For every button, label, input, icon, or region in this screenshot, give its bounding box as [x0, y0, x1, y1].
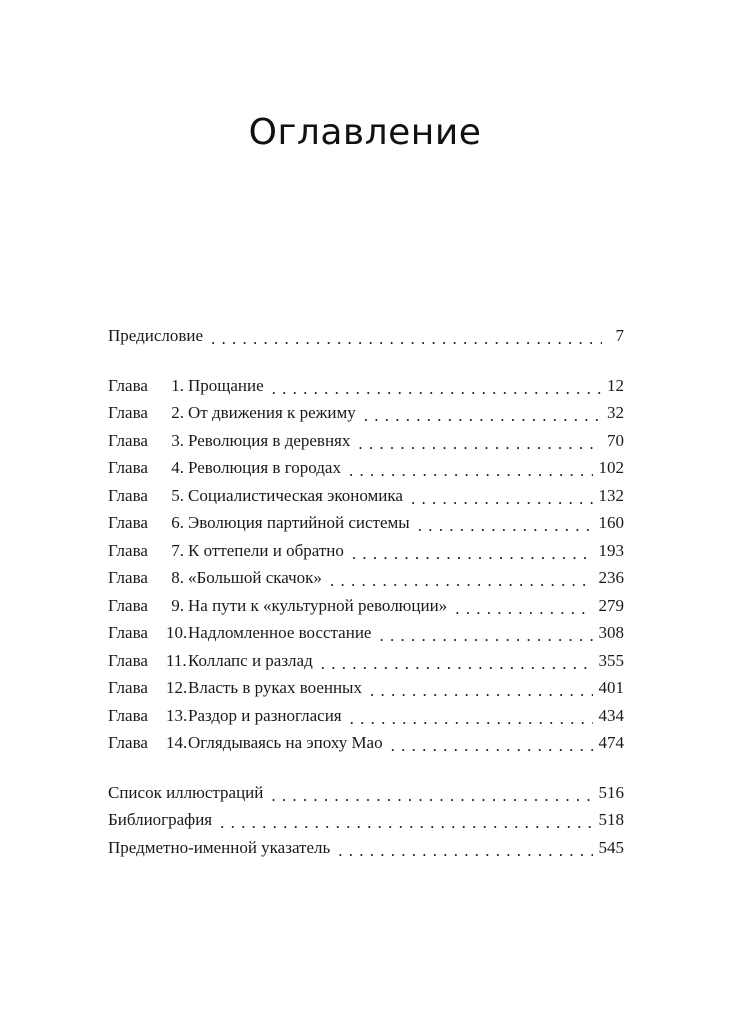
toc-page-number: 193: [598, 540, 624, 560]
toc-entry-chapter-13[interactable]: [108, 706, 624, 734]
toc-entry-label: Библиография: [108, 810, 213, 829]
dot-leader: [379, 628, 592, 645]
chapter-prefix: Глава: [108, 375, 148, 395]
chapter-number: 13.: [166, 705, 188, 725]
toc-page-number: 545: [598, 837, 624, 857]
toc-entry-preface[interactable]: [108, 326, 624, 354]
toc-entry-chapter-3[interactable]: [108, 431, 624, 459]
toc-entry-label: Власть в руках военных: [188, 678, 362, 697]
toc-entry-label: Надломленное восстание: [188, 623, 372, 642]
toc-page-number: 160: [598, 513, 624, 532]
toc-entry-label: От движения к режиму: [188, 403, 356, 422]
toc-page-number: 401: [598, 678, 624, 697]
toc-page-number: 12: [607, 375, 624, 395]
chapter-prefix: Глава: [108, 513, 148, 532]
toc-entry-chapter-11[interactable]: [108, 651, 624, 679]
toc-page-number: 516: [598, 782, 624, 802]
chapter-prefix: Глава: [108, 733, 148, 752]
toc-entry-chapter-10[interactable]: [108, 623, 624, 651]
chapter-prefix: Глава: [108, 485, 148, 505]
chapter-number: 7.: [171, 540, 184, 560]
dot-leader: [338, 843, 592, 860]
dot-leader: [411, 491, 593, 508]
toc-entry-chapter-1[interactable]: [108, 376, 624, 404]
toc-entry-label: Эволюция партийной системы: [188, 513, 410, 532]
chapter-prefix: Глава: [108, 678, 148, 697]
toc-entry-label: Революция в деревнях: [188, 430, 351, 450]
toc-page-number: 102: [598, 458, 624, 477]
chapter-prefix: Глава: [108, 540, 148, 560]
chapter-number: 3.: [171, 430, 184, 450]
toc-entry-label: К оттепели и обратно: [188, 540, 344, 560]
dot-leader: [364, 408, 601, 425]
chapter-prefix: Глава: [108, 403, 148, 422]
dot-leader: [418, 518, 593, 535]
toc-page-number: 70: [607, 430, 624, 450]
chapter-prefix: Глава: [108, 623, 148, 642]
toc-entry-chapter-7[interactable]: [108, 541, 624, 569]
dot-leader: [370, 683, 593, 700]
toc-entry-label: Раздор и разногласия: [188, 705, 342, 725]
dot-leader: [271, 788, 592, 805]
toc-page-number: 236: [598, 568, 624, 587]
chapter-number: 2.: [171, 403, 184, 422]
chapter-number: 10.: [166, 623, 188, 642]
chapter-number: 11.: [166, 650, 187, 670]
toc-page-number: 308: [598, 623, 624, 642]
toc-entry-label: Социалистическая экономика: [188, 485, 403, 505]
dot-leader: [211, 331, 602, 348]
toc-entry-chapter-5[interactable]: [108, 486, 624, 514]
toc-page-number: 7: [615, 326, 624, 345]
chapter-number: 5.: [171, 485, 184, 505]
toc-entry-chapter-9[interactable]: [108, 596, 624, 624]
toc-entry-bibliography[interactable]: [108, 810, 624, 838]
toc-entry-label: Коллапс и разлад: [188, 650, 313, 670]
chapter-prefix: Глава: [108, 595, 148, 615]
table-of-contents: [108, 326, 624, 865]
chapter-prefix: Глава: [108, 650, 148, 670]
toc-entry-chapter-2[interactable]: [108, 403, 624, 431]
toc-entry-chapter-6[interactable]: [108, 513, 624, 541]
toc-entry-illustrations[interactable]: [108, 783, 624, 811]
toc-page-number: 32: [607, 403, 624, 422]
dot-leader: [350, 711, 593, 728]
chapter-prefix: Глава: [108, 430, 148, 450]
toc-page-number: 279: [598, 595, 624, 615]
toc-page-number: 355: [598, 650, 624, 670]
chapter-number: 6.: [171, 513, 184, 532]
toc-page-number: 518: [598, 810, 624, 829]
toc-entry-label: Предметно-именной указатель: [108, 837, 331, 857]
chapter-number: 1.: [171, 375, 184, 395]
dot-leader: [358, 436, 601, 453]
toc-entry-index[interactable]: [108, 838, 624, 866]
chapter-number: 8.: [171, 568, 184, 587]
toc-entry-label: Список иллюстраций: [108, 782, 264, 802]
toc-entry-chapter-12[interactable]: [108, 678, 624, 706]
chapter-number: 9.: [171, 595, 184, 615]
dot-leader: [352, 546, 593, 563]
toc-entry-label: На пути к «культурной революции»: [188, 595, 448, 615]
toc-entry-label: Предисловие: [108, 326, 204, 345]
page-title: Оглавление: [248, 112, 482, 153]
dot-leader: [321, 656, 593, 673]
toc-entry-chapter-4[interactable]: [108, 458, 624, 486]
toc-entry-label: Оглядываясь на эпоху Мао: [188, 733, 383, 752]
toc-entry-label: Прощание: [188, 375, 264, 395]
chapter-number: 12.: [166, 678, 188, 697]
chapter-number: 4.: [171, 458, 184, 477]
chapter-prefix: Глава: [108, 568, 148, 587]
dot-leader: [330, 573, 593, 590]
dot-leader: [220, 815, 592, 832]
chapter-number: 14.: [166, 733, 188, 752]
dot-leader: [391, 738, 593, 755]
dot-leader: [349, 463, 593, 480]
dot-leader: [455, 601, 592, 618]
toc-entry-chapter-8[interactable]: [108, 568, 624, 596]
dot-leader: [272, 381, 601, 398]
chapter-prefix: Глава: [108, 705, 148, 725]
toc-page-number: 474: [598, 733, 624, 752]
toc-entry-label: «Большой скачок»: [188, 568, 322, 587]
toc-page-number: 434: [598, 705, 624, 725]
toc-entry-chapter-14[interactable]: [108, 733, 624, 761]
chapter-prefix: Глава: [108, 458, 148, 477]
toc-entry-label: Революция в городах: [188, 458, 341, 477]
toc-page-number: 132: [598, 485, 624, 505]
